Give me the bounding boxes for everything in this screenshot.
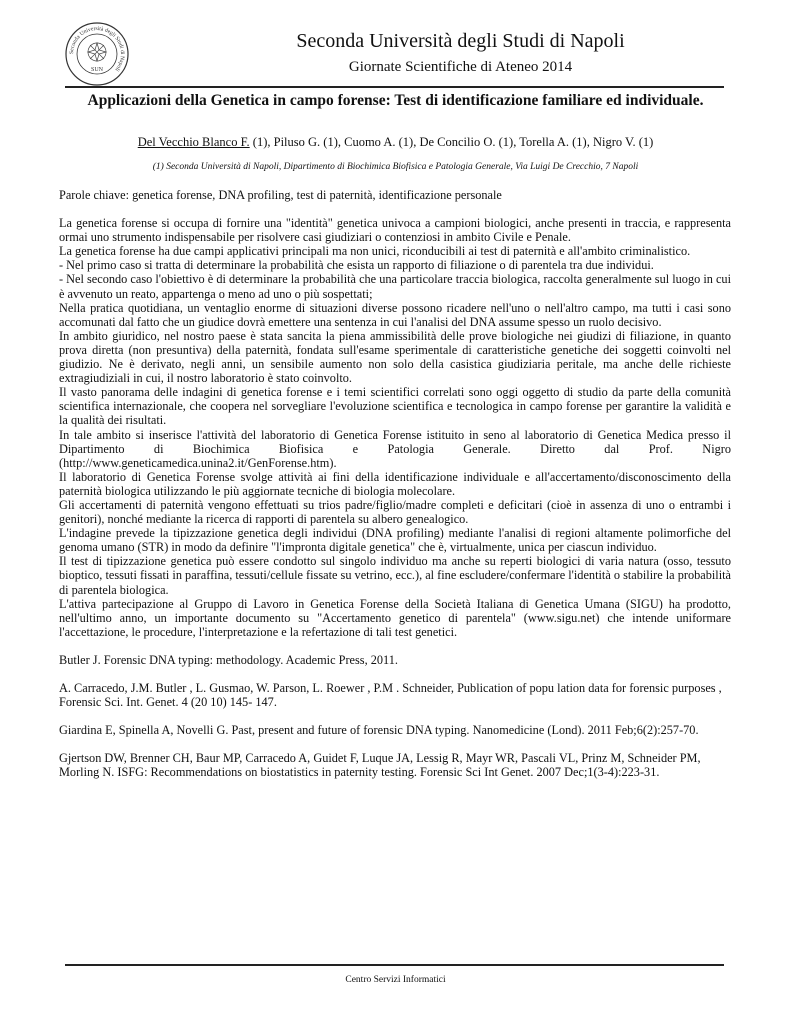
footer-text: Centro Servizi Informatici (345, 975, 446, 985)
reference-item: Giardina E, Spinella A, Novelli G. Past, present and future of forensic DNA typing. Nanomedicine (Lond). 2011 Feb;6(2):257-70. (59, 723, 699, 738)
header-divider (65, 86, 724, 88)
university-name: Seconda Università degli Studi di Napoli (296, 30, 625, 52)
article-title: Applicazioni della Genetica in campo forense: Test di identificazione familiare ed individuale. (87, 92, 704, 109)
other-authors: (1), Piluso G. (1), Cuomo A. (1), De Concilio O. (1), Torella A. (1), Nigro V. (1) (249, 135, 654, 149)
keywords: Parole chiave: genetica forense, DNA profiling, test di paternità, identificazione personale (59, 188, 502, 202)
reference-item: Gjertson DW, Brenner CH, Baur MP, Carracedo A, Guidet F, Luque JA, Lessig R, Mayr WR, Pascali VL, Prinz M, Schneider PM, Morling N. ISFG: Recommendations on biostatistics in paternity testing. Forensic Sci Int Genet. 2007 Dec;1(3-4):223-31. (59, 751, 701, 780)
article-body (59, 188, 731, 779)
body-paragraph: - Nel primo caso si tratta di determinare la probabilità che esista un rapporto di filiazione o di parentela tra due individui. (59, 258, 654, 273)
reference-item: A. Carracedo, J.M. Butler , L. Gusmao, W. Parson, L. Roewer , P.M . Schneider, Publication of popu lation data for forensic purposes , Forensic Sci. Int. Genet. 4 (20 10) 145- 147. (59, 681, 722, 710)
body-paragraph: Il test di tipizzazione genetica può essere condotto sul singolo individuo ma anche su reperti biologici di varia natura (osso, tessuto bioptico, tessuti fissati in paraffina, tessuti/cellule fissate su vetrino, ecc.), al fine escludere/confermare l'identità o stabilire la probabilità di parentela biologica. (59, 554, 731, 597)
body-paragraph: Il vasto panorama delle indagini di genetica forense e i temi scientifici correlati sono oggi oggetto di studio da parte della comunità scientifica internazionale, che coopera nel sorvegliare l'evoluzione scientifica e tecnologica in campo forense per garantire la validità e la qualità dei risultati. (59, 385, 731, 428)
body-paragraph: Gli accertamenti di paternità vengono effettuati su trios padre/figlio/madre completi e deficitari (cioè in assenza di uno o entrambi i genitori), nonché mediante la ricerca di rapporti di parentela su albero genealogico. (59, 497, 731, 527)
body-paragraph: L'indagine prevede la tipizzazione genetica degli individui (DNA profiling) mediante l'analisi di regioni altamente polimorfiche del genoma umano (STR) in modo da definire "l'impronta digitale genetica" che è, virtualmente, unica per ciascun individuo. (59, 526, 731, 555)
body-paragraph: La genetica forense ha due campi applicativi principali ma non unici, riconducibili ai test di paternità e all'ambito criminalistico. (59, 244, 691, 259)
body-paragraph: In ambito giuridico, nel nostro paese è stata sancita la piena ammissibilità delle prove biologiche nei giudizi di filiazione, in quanto prova diretta (non presuntiva) della paternità, fondata sull'esame sperimentale di caratteristiche genetiche dei soggetti coinvolti nel giudizio. Ne è derivato, negli anni, un sensibile aumento non solo della casistica giudiziaria peritale, ma anche delle richieste extragiudiziali in cui, il nostro laboratorio è stato coinvolto. (59, 328, 731, 386)
seal-ring-text: Seconda Università degli Studi di Napoli (68, 25, 126, 73)
body-paragraph: In tale ambito si inserisce l'attività del laboratorio di Genetica Forense istituito in seno al laboratorio di Genetica Medica presso il Dipartimento di Biochimica Biofisica e Patologia Generale. Diretto dal Prof. Nigro (http://www.geneticamedica.unina2.it/GenForense.htm). (59, 427, 731, 470)
body-paragraph: Nella pratica quotidiana, un ventaglio enorme di situazioni diverse possono ricadere nell'uno o nell'altro campo, ma tutti i casi sono accomunati dal fatto che un giudice dovrà emettere una sentenza in cui l'analisi del DNA assume spesso un ruolo decisivo. (59, 300, 731, 329)
seal-monogram: SUN (90, 67, 104, 73)
authors-line (40, 135, 751, 150)
body-paragraph: - Nel secondo caso l'obiettivo è di determinare la probabilità che una particolare traccia biologica, raccolta generalmente sul luogo in cui è avvenuto un reato, appartenga o meno ad uno o più sospettati; (59, 272, 731, 301)
body-paragraph: La genetica forense si occupa di fornire una "identità" genetica univoca a campioni biologici, anche presenti in traccia, e rappresenta ormai uno strumento indispensabile per risolvere casi giudiziari o contenziosi in ambito Civile e Penale. (59, 216, 731, 245)
affiliation: (1) Seconda Università di Napoli, Dipartimento di Biochimica Biofisica e Patologia Generale, Via Luigi De Crecchio, 7 Napoli (152, 162, 639, 172)
body-paragraph: L'attiva partecipazione al Gruppo di Lavoro in Genetica Forense della Società Italiana di Genetica Umana (SIGU) ha prodotto, nell'ultimo anno, un importante documento su "Accertamento genetico di parentela" (www.sigu.net) che intende uniformare l'accettazione, le procedure, l'interpretazione e la refertazione di tali test genetici. (59, 596, 731, 639)
event-name: Giornate Scientifiche di Ateneo 2014 (348, 59, 573, 75)
reference-item: Butler J. Forensic DNA typing: methodology. Academic Press, 2011. (59, 652, 398, 667)
first-author: Del Vecchio Blanco F. (137, 135, 250, 149)
university-seal-logo (65, 22, 129, 86)
footer-divider (65, 964, 724, 966)
body-paragraph: Il laboratorio di Genetica Forense svolge attività ai fini della identificazione individuale e all'accertamento/disconoscimento della paternità biologica utilizzando le più aggiornate tecniche di biologia molecolare. (59, 469, 731, 498)
